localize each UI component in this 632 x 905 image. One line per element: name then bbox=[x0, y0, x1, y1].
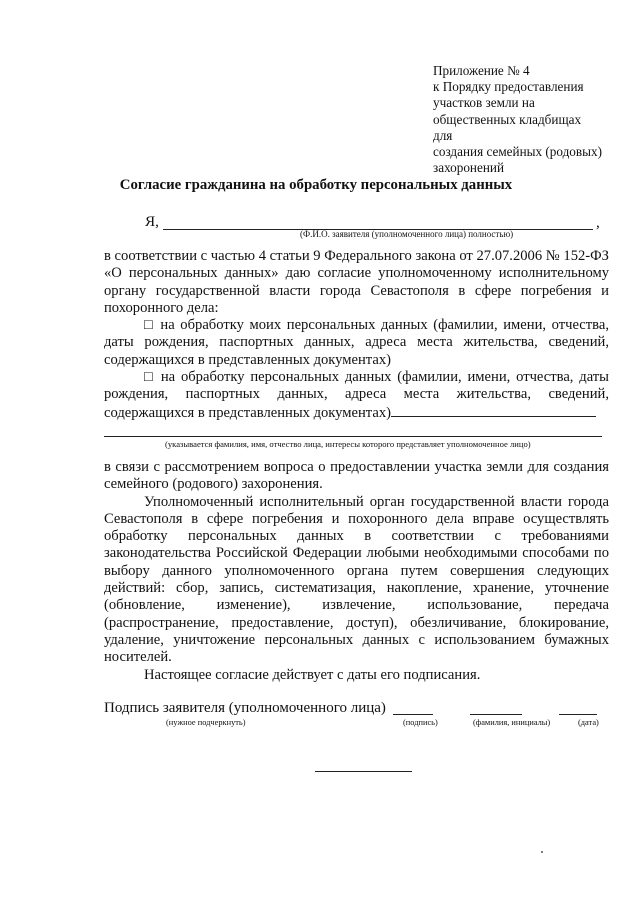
signature-hint: (подпись) bbox=[403, 718, 438, 727]
signature-label: Подпись заявителя (уполномоченного лица) bbox=[104, 700, 386, 716]
represented-person-field-inline[interactable] bbox=[391, 404, 596, 417]
document-title: Согласие гражданина на обработку персональных данных bbox=[119, 177, 513, 193]
validity-paragraph: Настоящее согласие действует с даты его подписания. bbox=[144, 666, 481, 683]
appendix-line: к Порядку предоставления bbox=[433, 79, 584, 95]
checkbox-own-data[interactable]: □ на обработку моих персональных данных (фамилии, имени, отчества, даты рождения, паспортных данных, адреса места жительства, сведений, содержащихся в представленных документах) bbox=[104, 317, 609, 368]
represented-person-field[interactable] bbox=[104, 436, 602, 437]
appendix-line: общественных кладбищах для bbox=[433, 111, 582, 143]
name-initials-field[interactable] bbox=[470, 714, 522, 715]
signature-row bbox=[104, 700, 609, 720]
checkbox-other-data[interactable] bbox=[104, 369, 609, 422]
ya-label: Я, bbox=[145, 213, 159, 230]
name-hint: (фамилия, инициалы) bbox=[473, 718, 551, 727]
ya-comma: , bbox=[596, 214, 600, 231]
appendix-block bbox=[433, 63, 603, 176]
underline-hint: (нужное подчеркнуть) bbox=[166, 718, 246, 727]
date-hint: (дата) bbox=[578, 718, 599, 727]
fio-hint: (Ф.И.О. заявителя (уполномоченного лица) полностью) bbox=[300, 229, 514, 239]
represented-person-hint: (указывается фамилия, имя, отчество лица, интересы которого представляет уполномоченное лицо) bbox=[165, 439, 531, 449]
footer-rule bbox=[315, 771, 412, 772]
authority-paragraph: Уполномоченный исполнительный орган государственной власти города Севастополя в сфере погребения и похоронного дела вправе осуществлять обработку персональных данных в соответствии с требованиями законодательства Российской Федерации любыми необходимыми способами по выбору данного уполномоченного органа путем совершения следующих действий: сбор, запись, систематизация, накопление, хранение, уточнение (обновление, изменение), извлечение, использование, передача (распространение, предоставление, доступ), обезличивание, блокирование, удаление, уничтожение персональных данных с использованием бумажных носителей. bbox=[104, 493, 609, 666]
scan-speck bbox=[541, 851, 543, 853]
consent-body-upper bbox=[104, 248, 609, 422]
appendix-line: захоронений bbox=[433, 160, 505, 176]
connection-paragraph: в связи с рассмотрением вопроса о предоставлении участка земли для создания семейного (родового) захоронения. bbox=[104, 459, 609, 493]
appendix-line: Приложение № 4 bbox=[433, 63, 530, 78]
date-field[interactable] bbox=[559, 714, 597, 715]
consent-body-lower bbox=[104, 459, 609, 684]
appendix-line: участков земли на bbox=[433, 95, 535, 111]
checkbox-other-data-text: □ на обработку персональных данных (фамилии, имени, отчества, даты рождения, паспортных данных, адреса места жительства, сведений, содержащихся в представленных документах) bbox=[104, 369, 609, 421]
signature-field[interactable] bbox=[393, 714, 433, 715]
appendix-line: создания семейных (родовых) bbox=[433, 144, 602, 160]
intro-paragraph: в соответствии с частью 4 статьи 9 Федерального закона от 27.07.2006 № 152-ФЗ «О персональных данных» даю согласие уполномоченному исполнительному органу государственной власти города Севастополя в сфере погребения и похоронного дела: bbox=[104, 248, 609, 316]
